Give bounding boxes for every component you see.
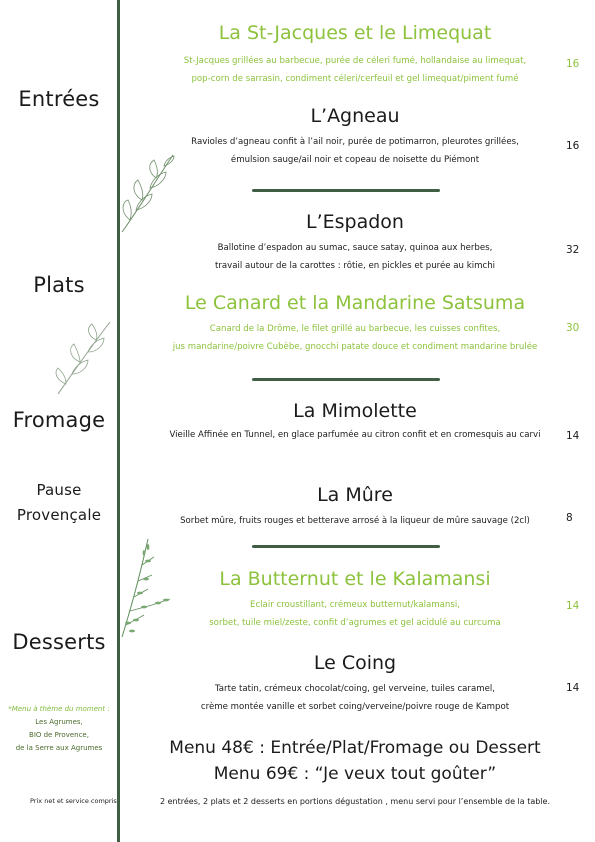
dish-description: émulsion sauge/ail noir et copeau de noisette du Piémont bbox=[230, 155, 480, 165]
dish-title: La Mûre bbox=[317, 484, 393, 506]
dish-description: jus mandarine/poivre Cubèbe, gnocchi patate douce et condiment mandarine brulée bbox=[172, 342, 538, 352]
dish-price: 8 bbox=[566, 512, 573, 524]
dish-description: Tarte tatin, crémeux chocolat/coing, gel verveine, tuiles caramel, bbox=[214, 684, 496, 694]
menu-48: Menu 48€ : Entrée/Plat/Fromage ou Dessert bbox=[169, 738, 541, 758]
dish-title: Le Coing bbox=[313, 652, 397, 674]
dish-price: 30 bbox=[566, 322, 580, 334]
section-entrees: Entrées bbox=[18, 87, 100, 111]
dish-espadon bbox=[135, 209, 575, 275]
dish-price: 14 bbox=[566, 600, 580, 612]
dish-description: Eclair croustillant, crémeux butternut/kalamansi, bbox=[250, 600, 460, 610]
leaf-sprig-icon bbox=[52, 318, 114, 396]
section-pause bbox=[0, 478, 118, 528]
dish-price: 16 bbox=[566, 140, 580, 152]
dish-title: La Butternut et le Kalamansi bbox=[219, 568, 491, 590]
dish-title: L’Agneau bbox=[310, 105, 400, 127]
dish-description: sorbet, tuile miel/zeste, confit d’agrumes et gel acidulé au curcuma bbox=[209, 618, 501, 628]
menu-69: Menu 69€ : “Je veux tout goûter” bbox=[213, 764, 497, 784]
theme-note bbox=[0, 703, 118, 755]
dish-title: La Mimolette bbox=[293, 400, 417, 422]
section-pause-line2: Provençale bbox=[16, 506, 102, 524]
dish-st-jacques bbox=[135, 20, 575, 88]
dish-title: L’Espadon bbox=[306, 211, 404, 233]
dish-price: 14 bbox=[566, 682, 580, 694]
section-fromage: Fromage bbox=[12, 408, 106, 432]
dish-title: La St-Jacques et le Limequat bbox=[218, 22, 492, 44]
dish-agneau bbox=[135, 103, 575, 169]
section-pause-line1: Pause bbox=[36, 481, 82, 499]
dish-butternut bbox=[135, 566, 575, 632]
section-divider bbox=[252, 189, 440, 192]
dish-description: St-Jacques grillées au barbecue, purée de céleri fumé, hollandaise au limequat, bbox=[183, 56, 527, 66]
theme-note-line1: Les Agrumes, bbox=[35, 718, 83, 726]
dish-mure bbox=[135, 482, 575, 530]
menu-note: 2 entrées, 2 plats et 2 desserts en portions dégustation , menu servi pour l’ensemble de la table. bbox=[160, 797, 550, 806]
dish-description: Ballotine d’espadon au sumac, sauce satay, quinoa aux herbes, bbox=[217, 243, 493, 253]
dish-price: 16 bbox=[566, 58, 580, 70]
price-note: Prix net et service compris bbox=[30, 797, 117, 805]
section-divider bbox=[252, 378, 440, 381]
dish-description: Canard de la Drôme, le filet grillé au barbecue, les cuisses confites, bbox=[209, 324, 501, 334]
dish-price: 32 bbox=[566, 244, 580, 256]
theme-note-line3: de la Serre aux Agrumes bbox=[15, 744, 103, 752]
dish-coing bbox=[135, 650, 575, 716]
dish-title: Le Canard et la Mandarine Satsuma bbox=[184, 292, 526, 314]
dish-description: pop-corn de sarrasin, condiment céleri/cerfeuil et gel limequat/piment fumé bbox=[191, 74, 519, 84]
dish-description: travail autour de la carottes : rôtie, en pickles et purée au kimchi bbox=[214, 261, 496, 271]
dish-price: 14 bbox=[566, 430, 580, 442]
section-plats: Plats bbox=[33, 273, 85, 297]
dish-description: Sorbet mûre, fruits rouges et betterave arrosé à la liqueur de mûre sauvage (2cl) bbox=[180, 516, 530, 526]
dish-description: Vieille Affinée en Tunnel, en glace parfumée au citron confit et en cromesquis au carvi bbox=[169, 430, 541, 440]
dish-mimolette bbox=[135, 398, 575, 444]
section-desserts: Desserts bbox=[12, 630, 106, 654]
theme-note-line2: BIO de Provence, bbox=[29, 731, 89, 739]
theme-note-title: *Menu à thème du moment : bbox=[8, 705, 110, 713]
dish-description: crème montée vanille et sorbet coing/verveine/poivre rouge de Kampot bbox=[200, 702, 510, 712]
dish-canard bbox=[135, 290, 575, 356]
dish-description: Ravioles d’agneau confit à l’ail noir, purée de potimarron, pleurotes grillées, bbox=[191, 137, 519, 147]
section-divider bbox=[252, 545, 440, 548]
